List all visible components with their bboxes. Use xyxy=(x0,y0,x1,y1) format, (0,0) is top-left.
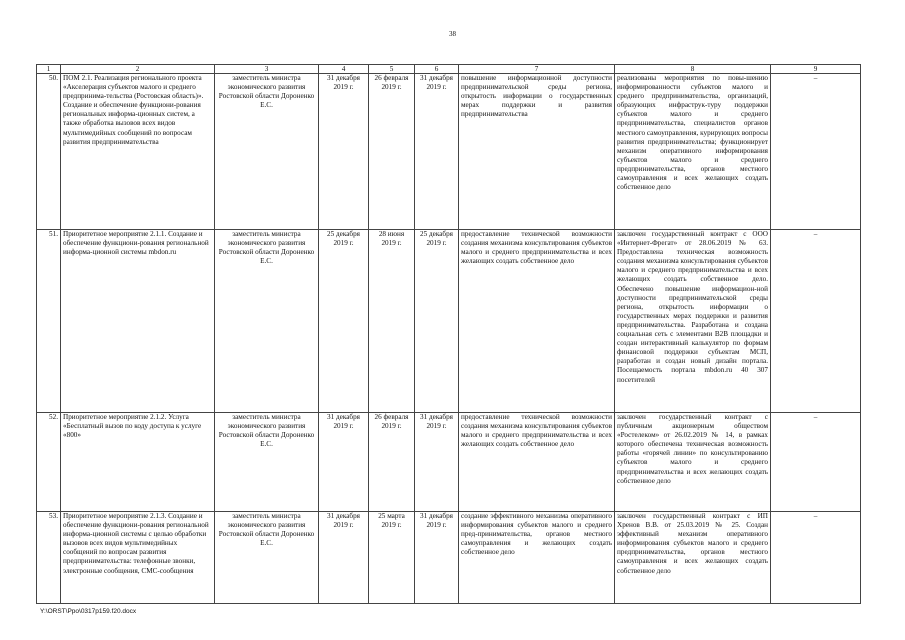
responsible-person: заместитель министра экономического развития Ростовской области Дороненко Е.С. xyxy=(215,413,319,512)
plan-date: 31 декабря 2019 г. xyxy=(319,413,369,512)
actual-result: реализованы мероприятия по повы-шению информированности субъектов малого и среднего предпринимательства, организаций, образующих инфраструк-туру поддержки субъектов малого и среднего предпринимательства, специалистов органов местного самоуправления, курирующих вопросы развития предпринимательства; функционирует механизм оперативного информирования субъектов малого и среднего предпринимательства, органов местного самоуправления и всех желающих создать собственное дело xyxy=(615,74,771,230)
event-name: Приоритетное мероприятие 2.1.1. Создание и обеспечение функциони-рования региональной информа-ционной системы mbdon.ru xyxy=(61,230,215,413)
note: – xyxy=(771,413,861,512)
plan-date: 25 декабря 2019 г. xyxy=(319,230,369,413)
note: – xyxy=(771,512,861,604)
file-path-footer: Y:\ORST\Ppo\0317p159.f20.docx xyxy=(40,608,137,615)
column-header: 6 xyxy=(415,65,459,74)
page-number: 38 xyxy=(449,30,456,38)
start-date: 28 июня 2019 г. xyxy=(369,230,415,413)
row-number: 52. xyxy=(37,413,61,512)
note: – xyxy=(771,74,861,230)
responsible-person: заместитель министра экономического развития Ростовской области Дороненко Е.С. xyxy=(215,512,319,604)
event-name: Приоритетное мероприятие 2.1.3. Создание и обеспечение функциони-рования региональной информа-ционной системы с целью обработки вызовов всех видов мультимедийных сообщений по вопросам развития предпринимательства: телефонные звонки, электронные сообщения, СМС-сообщения xyxy=(61,512,215,604)
column-header: 9 xyxy=(771,65,861,74)
plan-date: 31 декабря 2019 г. xyxy=(319,74,369,230)
column-header: 5 xyxy=(369,65,415,74)
end-date: 31 декабря 2019 г. xyxy=(415,413,459,512)
row-number: 53. xyxy=(37,512,61,604)
table-row xyxy=(37,74,861,230)
note: – xyxy=(771,230,861,413)
end-date: 31 декабря 2019 г. xyxy=(415,512,459,604)
start-date: 25 марта 2019 г. xyxy=(369,512,415,604)
start-date: 26 февраля 2019 г. xyxy=(369,74,415,230)
actual-result: заключен государственный контракт с ИП Хренов В.В. от 25.03.2019 № 25. Создан эффективный механизм оперативного информирования субъектов малого и среднего предпринимательства, органов местного самоуправления и всех желающих создать собственное дело xyxy=(615,512,771,604)
report-table xyxy=(36,64,861,604)
plan-date: 31 декабря 2019 г. xyxy=(319,512,369,604)
start-date: 26 февраля 2019 г. xyxy=(369,413,415,512)
event-name: Приоритетное мероприятие 2.1.2. Услуга «Бесплатный вызов по коду доступа к услуге «800» xyxy=(61,413,215,512)
table-row xyxy=(37,512,861,604)
column-header: 1 xyxy=(37,65,61,74)
expected-result: предоставление технической возможности создания механизма консультирования субъектов малого и среднего предпринимательства и всех желающих создать собственное дело xyxy=(459,413,615,512)
column-number-row xyxy=(37,65,861,74)
expected-result: создание эффективного механизма оперативного информирования субъектов малого и среднего пред-принимательства, органов местного самоуправления и желающих создать собственное дело xyxy=(459,512,615,604)
row-number: 50. xyxy=(37,74,61,230)
actual-result: заключен государственный контракт с публичным акционерным обществом «Ростелеком» от 26.02.2019 № 14, в рамках которого обеспечена техническая возможность работы «горячей линии» по консультированию субъектов малого и среднего предпринимательства и всех желающих создать собственное дело xyxy=(615,413,771,512)
column-header: 7 xyxy=(459,65,615,74)
actual-result: заключен государственный контракт с ООО «Интернет-Фрегат» от 28.06.2019 № 63. Предоставлена техническая возможность создания механизма консультирования субъектов малого и среднего предпринимательства и всех желающих создать собственное дело. Обеспечено повышение информацион-ной доступности предпринимательской среды региона, открытость информации о государственных мерах поддержки и развития предпринимательства. Разработана и создана социальная сеть с элементами B2B площадки и создан интерактивный калькулятор по формам финансовой поддержки субъектам МСП, разработан и создан новый дизайн портала. Посещаемость портала mbdon.ru 40 307 посетителей xyxy=(615,230,771,413)
end-date: 25 декабря 2019 г. xyxy=(415,230,459,413)
responsible-person: заместитель министра экономического развития Ростовской области Дороненко Е.С. xyxy=(215,230,319,413)
event-name: ПОМ 2.1. Реализация регионального проекта «Акселерация субъектов малого и среднего предпринима-тельства (Ростовская область)». Создание и обеспечение функциони-рования региональных информа-ционных систем, а также обработка вызовов всех видов мультимедийных сообщений по вопросам развития предпринимательства xyxy=(61,74,215,230)
expected-result: предоставление технической возможности создания механизма консультирования субъектов малого и среднего предпринимательства и всех желающих создать собственное дело xyxy=(459,230,615,413)
expected-result: повышение информационной доступности предпринимательской среды региона, открытость информации о государственных мерах поддержки и развития предпринимательства xyxy=(459,74,615,230)
responsible-person: заместитель министра экономического развития Ростовской области Дороненко Е.С. xyxy=(215,74,319,230)
column-header: 3 xyxy=(215,65,319,74)
column-header: 4 xyxy=(319,65,369,74)
end-date: 31 декабря 2019 г. xyxy=(415,74,459,230)
column-header: 2 xyxy=(61,65,215,74)
column-header: 8 xyxy=(615,65,771,74)
table-row xyxy=(37,230,861,413)
table-row xyxy=(37,413,861,512)
row-number: 51. xyxy=(37,230,61,413)
